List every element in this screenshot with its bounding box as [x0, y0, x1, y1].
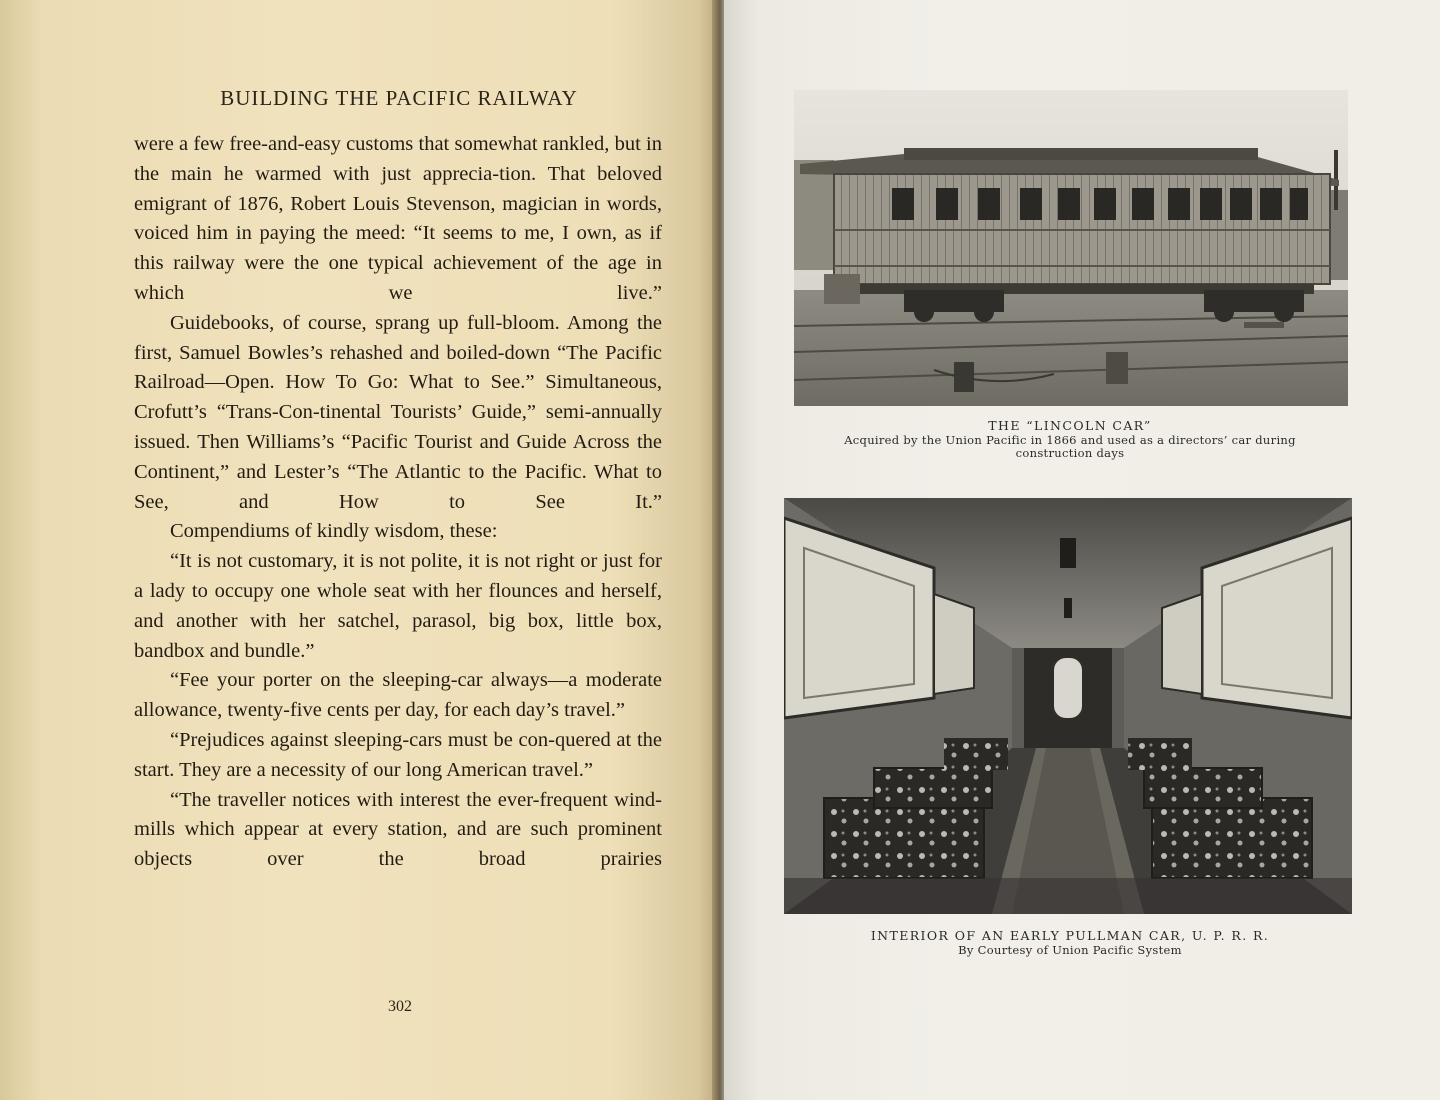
pullman-interior-photo	[784, 498, 1352, 914]
paragraph: “The traveller notices with interest the ever-frequent wind-mills which appear at every station, and are such prominent objects over the broad prairies	[134, 788, 662, 871]
photo1-subtitle-line2: construction days	[1015, 446, 1125, 460]
paragraph: Guidebooks, of course, sprang up full-bloom. Among the first, Samuel Bowles’s rehashed and boiled-down “The Pacific Railroad—Open. How To Go: What to See.” Simultaneous, Crofutt’s “Trans-Con-tinental Tourists’ Guide,” semi-annually issued. Then Williams’s “Pacific Tourist and Guide Across the Continent,” and Lester’s “The Atlantic to the Pacific. What to See, and How to See It.”	[134, 311, 662, 513]
paragraph: “It is not customary, it is not polite, it is not right or just for a lady to occupy one whole seat with her flounces and herself, and another with her satchel, parasol, big box, little box, bandbox and bundle.”	[134, 550, 662, 662]
paragraph: were a few free-and-easy customs that somewhat rankled, but in the main he warmed with just apprecia-tion. That beloved emigrant of 1876, Robert Louis Stevenson, magician in words, voiced him in paying the meed: “It seems to me, I own, as if this railway were the one typical achievement of the age in which we live.”	[134, 133, 662, 304]
photo2-credit: By Courtesy of Union Pacific System	[958, 943, 1182, 957]
paragraph: “Prejudices against sleeping-cars must be con-quered at the start. They are a necessity of our long American travel.”	[134, 728, 662, 781]
photo1-title: THE “LINCOLN CAR”	[988, 418, 1152, 433]
lincoln-car-caption	[800, 418, 1340, 460]
paragraph: “Fee your porter on the sleeping-car always—a moderate allowance, twenty-five cents per day, for each day’s travel.”	[134, 669, 662, 722]
photo1-subtitle-line1: Acquired by the Union Pacific in 1866 and used as a directors’ car during	[844, 433, 1296, 447]
lincoln-car-photo	[794, 90, 1348, 406]
photo2-title: INTERIOR OF AN EARLY PULLMAN CAR, U. P. R. R.	[870, 928, 1270, 943]
running-head: BUILDING THE PACIFIC RAILWAY	[220, 86, 578, 110]
page-number: 302	[388, 998, 412, 1015]
pullman-interior-caption	[800, 928, 1340, 957]
body-text	[134, 130, 662, 875]
paragraph: Compendiums of kindly wisdom, these:	[170, 520, 498, 543]
